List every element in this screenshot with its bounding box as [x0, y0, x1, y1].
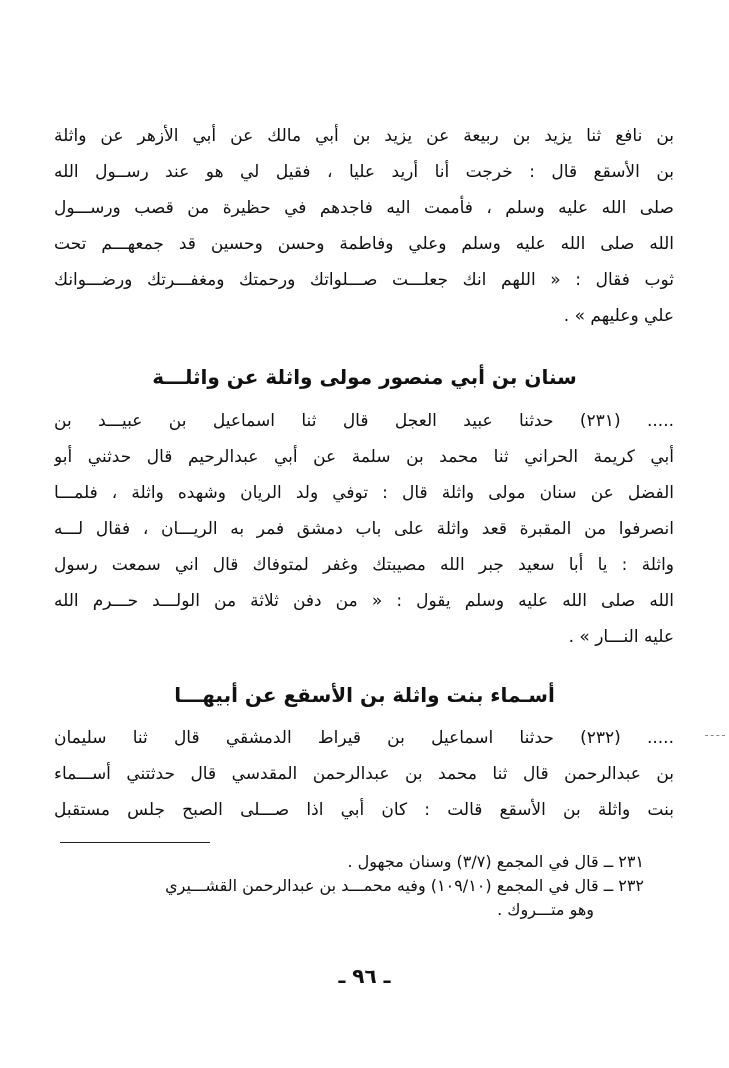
text-line: انصرفوا من المقبرة قعد واثلة على باب دمشق فمر به الريـــان ، فقال لـــه: [54, 519, 674, 539]
text-line: بنت واثلة بن الأسقع قالت : كان أبي اذا صـــلى الصبح جلس مستقبل: [54, 800, 674, 820]
text-line: أبي كريمة الحراني ثنا محمد بن سلمة عن أبي عبدالرحيم قال حدثني أبو: [54, 447, 674, 467]
text-line: بن عبدالرحمن قال ثنا محمد بن عبدالرحمن المقدسي قال حدثتني أســـماء: [54, 764, 674, 784]
text-line: صلى الله عليه وسلم ، فأممت اليه فاجدهم في حظيرة من قصب ورســـول: [54, 198, 674, 218]
text-line: بن نافع ثنا يزيد بن ربيعة عن يزيد بن أبي مالك عن أبي الأزهر عن واثلة: [54, 126, 674, 146]
text-line: واثلة : يا أبا سعيد جبر الله مصيبتك وغفر لمتوفاك قال اني سمعت رسول: [54, 555, 674, 575]
section-3-body: [54, 720, 674, 828]
text-line: ثوب فقال : « اللهم انك جعلـــت صـــلواتك ورحمتك ومغفـــرتك ورضـــوانك: [54, 270, 674, 290]
section-3-heading: أسـماء بنت واثلة بن الأسقع عن أبيهـــا: [174, 683, 555, 707]
page-number: ـ ٩٦ ـ: [338, 964, 391, 988]
section-1-body: [54, 118, 674, 334]
footnote: ٢٣١ ــ قال في المجمع (٣/٧) وسنان مجهول .: [347, 852, 644, 871]
footnote-continuation: وهو متـــروك .: [497, 900, 594, 919]
footnotes: [44, 850, 644, 922]
text-line: عليه النـــار » .: [568, 627, 674, 647]
text-line: ..... (٢٣١) حدثنا عبيد العجل قال ثنا اسماعيل بن عبيـــد بن: [54, 411, 674, 431]
footnote: ٢٣٢ ــ قال في المجمع (١٠٩/١٠) وفيه محمـــد بن عبدالرحمن القشـــيري: [165, 876, 644, 895]
text-line: ..... (٢٣٢) حدثنا اسماعيل بن قيراط الدمشقي قال ثنا سليمان: [54, 728, 674, 748]
text-line: الله صلى الله عليه وسلم وعلي وفاطمة وحسن وحسين قد جمعهـــم تحت: [54, 234, 674, 254]
text-line: علي وعليهم » .: [563, 306, 674, 326]
margin-mark: [705, 735, 725, 736]
text-line: بن الأسقع قال : خرجت أنا أريد عليا ، فقيل لي هو عند رســول الله: [54, 162, 674, 182]
footnote-separator: [60, 842, 210, 843]
text-line: الفضل عن سنان مولى واثلة قال : توفي ولد الريان وشهده واثلة ، فلمـــا: [54, 483, 674, 503]
text-line: الله صلى الله عليه وسلم يقول : « من دفن ثلاثة من الولـــد حـــرم الله: [54, 591, 674, 611]
section-2-heading: سنان بن أبي منصور مولى واثلة عن واثلـــة: [152, 365, 577, 389]
section-2-body: [54, 403, 674, 655]
